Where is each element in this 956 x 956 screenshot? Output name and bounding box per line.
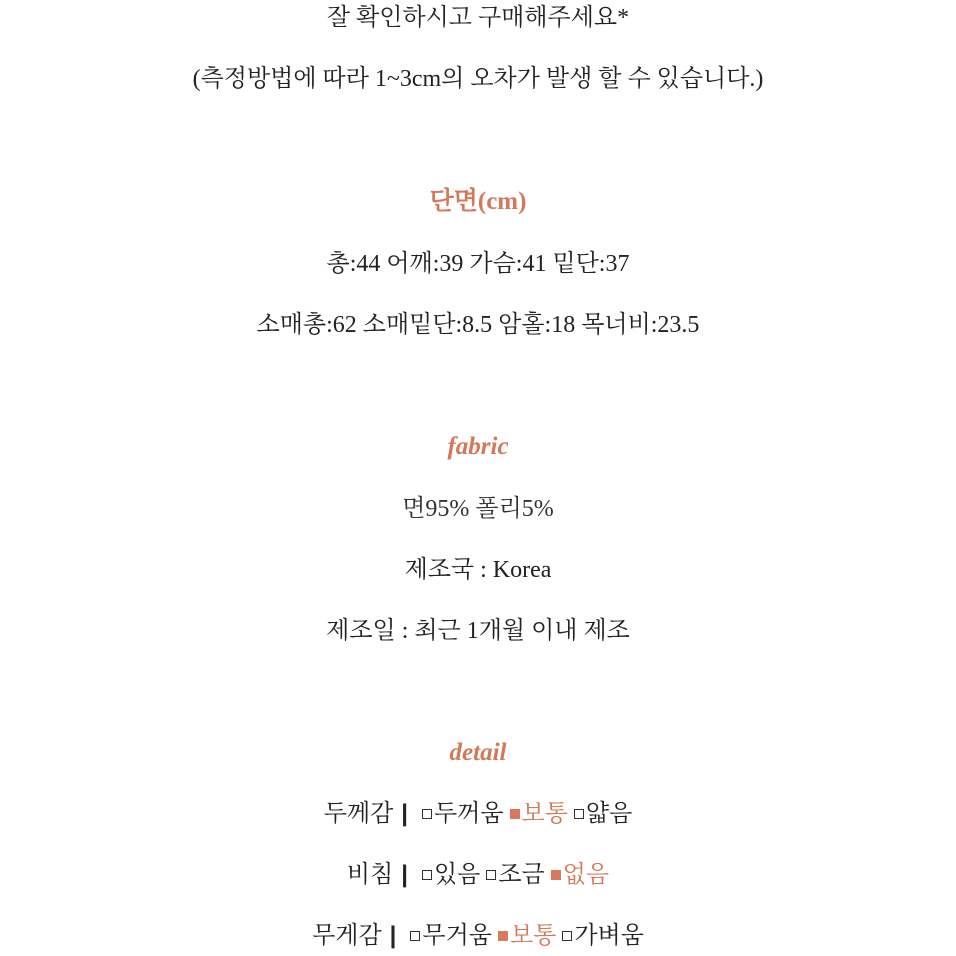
detail-option-label: 무거움 <box>422 923 492 949</box>
checkbox-icon <box>422 809 432 819</box>
detail-row <box>0 860 956 890</box>
fabric-date: 제조일 : 최근 1개월 이내 제조 <box>326 618 630 644</box>
detail-option-label: 가벼움 <box>574 923 644 949</box>
notice-line-2: (측정방법에 따라 1~3cm의 오차가 발생 할 수 있습니다.) <box>192 66 764 92</box>
detail-option <box>498 923 556 949</box>
size-heading: 단면(cm) <box>429 188 527 215</box>
detail-row <box>0 799 956 829</box>
detail-option <box>510 801 568 827</box>
size-row-2: 소매총:62 소매밑단:8.5 암홀:18 목너비:23.5 <box>256 312 700 338</box>
detail-option <box>562 923 644 949</box>
checkbox-icon <box>410 931 420 941</box>
detail-row <box>0 921 956 951</box>
checkbox-icon <box>510 809 520 819</box>
fabric-composition: 면95% 폴리5% <box>402 496 554 522</box>
detail-option-label: 얇음 <box>585 801 633 827</box>
detail-option-label: 조금 <box>498 862 545 888</box>
detail-option-label: 있음 <box>433 862 481 888</box>
checkbox-icon <box>486 870 496 880</box>
notice-line-1: 잘 확인하시고 구매해주세요* <box>326 5 630 31</box>
checkbox-icon <box>422 870 432 880</box>
detail-option <box>486 862 544 888</box>
detail-option <box>422 801 504 827</box>
detail-option <box>551 862 609 888</box>
detail-option <box>422 862 480 888</box>
detail-option <box>574 801 632 827</box>
detail-label: 무게감 <box>312 923 382 949</box>
detail-option-label: 없음 <box>562 862 610 888</box>
detail-label: 두께감 <box>323 801 394 827</box>
fabric-heading: fabric <box>447 433 509 460</box>
detail-heading: detail <box>449 739 507 766</box>
separator: | <box>389 922 397 949</box>
detail-option-label: 두꺼움 <box>433 801 504 827</box>
checkbox-icon <box>551 870 561 880</box>
fabric-country: 제조국 : Korea <box>404 557 552 583</box>
checkbox-icon <box>562 931 572 941</box>
checkbox-icon <box>574 809 584 819</box>
checkbox-icon <box>498 931 508 941</box>
separator: | <box>401 800 408 827</box>
size-row-1: 총:44 어깨:39 가슴:41 밑단:37 <box>326 251 630 277</box>
separator: | <box>401 861 408 888</box>
detail-option <box>410 923 492 949</box>
detail-option-label: 보통 <box>509 923 557 949</box>
detail-label: 비침 <box>346 862 394 888</box>
detail-option-label: 보통 <box>521 801 568 827</box>
